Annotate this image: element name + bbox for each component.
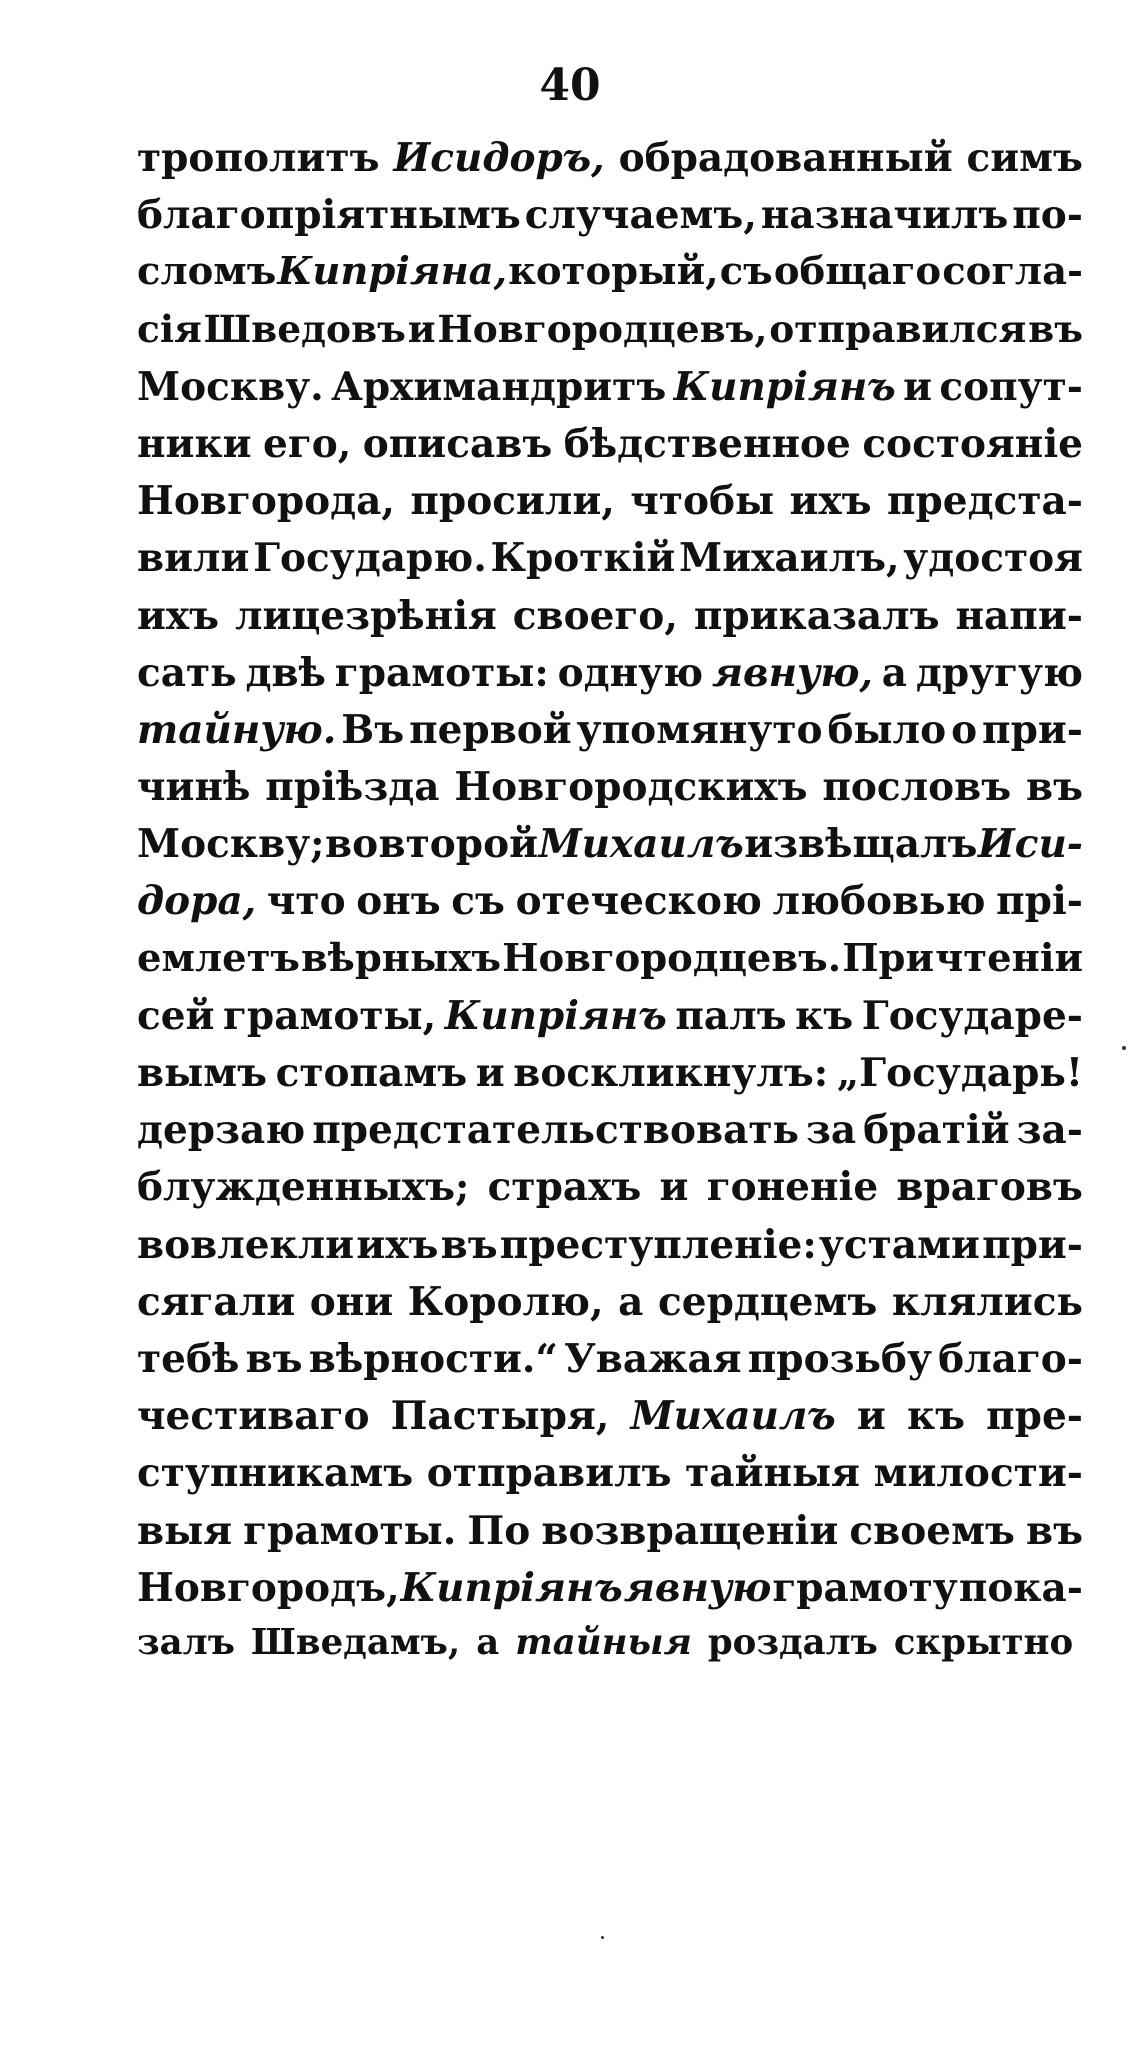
word: и bbox=[659, 1164, 689, 1211]
word: пре- bbox=[986, 1393, 1083, 1440]
word: благо- bbox=[938, 1335, 1083, 1382]
word: предста- bbox=[886, 478, 1083, 525]
text-line bbox=[137, 1565, 1083, 1622]
word: пріѣзда bbox=[265, 764, 440, 811]
word: чтеніи bbox=[935, 935, 1083, 981]
word: своего, bbox=[512, 592, 678, 639]
word: сія bbox=[137, 306, 202, 351]
word: честиваго bbox=[137, 1393, 370, 1440]
word: ступникамъ bbox=[137, 1450, 414, 1497]
word: милости- bbox=[873, 1450, 1083, 1497]
word: любовью bbox=[772, 878, 986, 925]
word: тебѣ bbox=[137, 1335, 240, 1382]
word: въ bbox=[1025, 764, 1083, 811]
word: общаго bbox=[773, 249, 942, 295]
word: удостоя bbox=[903, 535, 1083, 582]
word: По bbox=[467, 1507, 531, 1554]
word: Новгородъ, bbox=[137, 1564, 400, 1611]
word: своемъ bbox=[849, 1507, 1015, 1554]
word: пословъ bbox=[822, 764, 1012, 811]
word: прі- bbox=[996, 878, 1083, 925]
word: Москву. bbox=[137, 363, 324, 410]
word: въ bbox=[1025, 1507, 1083, 1554]
word: съ bbox=[451, 878, 505, 925]
word: двѣ bbox=[245, 649, 326, 696]
word: Шведовъ bbox=[203, 306, 406, 351]
word: Кипріянъ bbox=[400, 1564, 623, 1611]
word: тайную. bbox=[137, 706, 337, 753]
word: первой bbox=[409, 706, 572, 753]
word: второй bbox=[378, 821, 539, 868]
word: воскликнулъ: bbox=[513, 1050, 829, 1096]
word: страхъ bbox=[487, 1164, 642, 1211]
text-line bbox=[137, 1279, 1083, 1336]
word: симъ bbox=[966, 135, 1083, 181]
word: вымъ bbox=[137, 1050, 267, 1096]
word: за bbox=[805, 1107, 857, 1154]
word: Новгородцевъ, bbox=[437, 306, 768, 351]
word: при- bbox=[982, 706, 1083, 753]
word: Кипріяна, bbox=[277, 249, 507, 295]
word: стопамъ bbox=[275, 1050, 468, 1096]
text-line bbox=[137, 1336, 1083, 1393]
word: емлетъ bbox=[137, 935, 300, 981]
word: Михаилъ bbox=[630, 1393, 836, 1440]
word: палъ bbox=[675, 992, 787, 1039]
word: описавъ bbox=[362, 420, 553, 467]
text-line bbox=[137, 135, 1083, 192]
word: сломъ bbox=[137, 249, 277, 295]
word: враговъ bbox=[896, 1164, 1083, 1211]
word: за- bbox=[1016, 1107, 1083, 1154]
word: отправился bbox=[769, 306, 1027, 351]
word: и bbox=[903, 363, 933, 410]
word: Михаилъ, bbox=[679, 535, 900, 582]
word: вѣрности.“ bbox=[308, 1335, 558, 1382]
word: согла- bbox=[942, 249, 1083, 295]
word: возвращеніи bbox=[541, 1507, 839, 1554]
word: бѣдственное bbox=[563, 420, 851, 467]
word: Пастыря, bbox=[390, 1393, 610, 1440]
word: Новгорода, bbox=[137, 478, 395, 525]
word: скрытно bbox=[893, 1621, 1074, 1663]
word: Новгородскихъ bbox=[454, 764, 808, 811]
word: упомянуто bbox=[576, 706, 823, 753]
word: грамоты. bbox=[243, 1507, 457, 1554]
word: Шведамъ, bbox=[250, 1621, 461, 1663]
text-line bbox=[137, 307, 1083, 364]
word: клялись bbox=[891, 1278, 1083, 1325]
word: гоненіе bbox=[706, 1164, 879, 1211]
word: состояніе bbox=[862, 420, 1083, 467]
word: къ bbox=[906, 1393, 966, 1440]
word: ихъ bbox=[789, 478, 872, 525]
paper-speck bbox=[1122, 1046, 1126, 1050]
word: Кипріянъ bbox=[444, 992, 667, 1039]
text-line bbox=[137, 821, 1083, 878]
word: благопріятнымъ bbox=[137, 192, 521, 239]
text-line bbox=[137, 1107, 1083, 1164]
text-line bbox=[137, 593, 1083, 650]
text-line bbox=[137, 1050, 1083, 1107]
text-line bbox=[137, 535, 1083, 592]
page-number: 40 bbox=[539, 60, 601, 111]
text-line bbox=[137, 707, 1083, 764]
word: Въ bbox=[341, 706, 405, 753]
word: сягали bbox=[137, 1278, 296, 1325]
word: что bbox=[266, 878, 346, 925]
word: отеческою bbox=[515, 878, 762, 925]
word: его, bbox=[263, 420, 352, 467]
word: ихъ bbox=[356, 1221, 439, 1268]
word: роздалъ bbox=[707, 1621, 878, 1663]
word: тайныя bbox=[515, 1621, 692, 1663]
text-line bbox=[137, 878, 1083, 935]
word: Кроткій bbox=[490, 535, 676, 582]
word: и bbox=[407, 306, 436, 351]
text-line bbox=[137, 192, 1083, 249]
word: явную bbox=[623, 1564, 772, 1611]
word: отправилъ bbox=[426, 1450, 672, 1497]
word: грамоты: bbox=[334, 649, 549, 696]
word: сать bbox=[137, 649, 237, 696]
word: съ bbox=[719, 249, 773, 295]
word: вѣрныхъ bbox=[301, 935, 502, 981]
word: въ bbox=[1028, 306, 1083, 351]
word: по- bbox=[1012, 192, 1083, 239]
word: явную, bbox=[711, 649, 873, 696]
word: Исидоръ, bbox=[393, 135, 605, 181]
word: было bbox=[827, 706, 947, 753]
word: Кипріянъ bbox=[673, 363, 896, 410]
text-line bbox=[137, 364, 1083, 421]
word: приказалъ bbox=[693, 592, 940, 639]
word: предстательствовать bbox=[312, 1107, 799, 1154]
word: преступленіе: bbox=[499, 1221, 817, 1268]
word: выя bbox=[137, 1507, 233, 1554]
word: Королю, bbox=[407, 1278, 604, 1325]
text-line bbox=[137, 764, 1083, 821]
paper-speck bbox=[601, 1936, 604, 1939]
text-line bbox=[137, 1164, 1083, 1221]
word: обрадованный bbox=[618, 135, 953, 181]
word: Москву; bbox=[137, 821, 325, 868]
word: случаемъ, bbox=[524, 192, 757, 239]
text-line bbox=[137, 1450, 1083, 1507]
word: тайныя bbox=[685, 1450, 860, 1497]
word: а bbox=[618, 1278, 644, 1325]
word: въ bbox=[440, 1221, 498, 1268]
word: грамоты, bbox=[223, 992, 437, 1039]
word: При bbox=[842, 935, 935, 981]
word: дерзаю bbox=[137, 1107, 306, 1154]
word: извѣщалъ bbox=[744, 821, 978, 868]
word: Архимандритъ bbox=[331, 363, 667, 410]
word: ники bbox=[137, 420, 252, 467]
word: залъ bbox=[137, 1621, 235, 1663]
word: устами bbox=[818, 1221, 980, 1268]
word: Новгородцевъ. bbox=[502, 935, 842, 981]
word: Государе- bbox=[861, 992, 1083, 1039]
word: назначилъ bbox=[760, 192, 1009, 239]
word: Уважая bbox=[564, 1335, 742, 1382]
text-line bbox=[137, 478, 1083, 535]
word: сей bbox=[137, 992, 215, 1039]
word: пока- bbox=[958, 1564, 1083, 1611]
word: вовлекли bbox=[137, 1221, 355, 1268]
text-line bbox=[137, 1393, 1083, 1450]
word: онъ bbox=[356, 878, 441, 925]
word: блужденныхъ; bbox=[137, 1164, 470, 1211]
word: прозьбу bbox=[747, 1335, 932, 1382]
word: сердцемъ bbox=[658, 1278, 878, 1325]
word: вили bbox=[137, 535, 250, 582]
word: а bbox=[881, 649, 908, 696]
word: они bbox=[309, 1278, 394, 1325]
word: о bbox=[951, 706, 978, 753]
word: Иси- bbox=[977, 821, 1083, 868]
text-line bbox=[137, 249, 1083, 306]
word: одную bbox=[557, 649, 704, 696]
word: лицезрѣнія bbox=[235, 592, 497, 639]
word: и bbox=[856, 1393, 886, 1440]
word: Государю. bbox=[253, 535, 487, 582]
page-text bbox=[137, 135, 1083, 1679]
word: который, bbox=[508, 249, 719, 295]
word: дора, bbox=[137, 878, 257, 925]
text-line bbox=[137, 421, 1083, 478]
word: просили, bbox=[410, 478, 615, 525]
word: другую bbox=[915, 649, 1083, 696]
word: и bbox=[475, 1050, 505, 1096]
word: братій bbox=[863, 1107, 1010, 1154]
word: трополитъ bbox=[137, 135, 380, 181]
word: чтобы bbox=[630, 478, 775, 525]
word: при- bbox=[982, 1221, 1083, 1268]
text-line bbox=[137, 1222, 1083, 1279]
word: „Государь! bbox=[836, 1050, 1083, 1096]
word: сопут- bbox=[939, 363, 1083, 410]
text-line bbox=[137, 650, 1083, 707]
word: къ bbox=[795, 992, 854, 1039]
word: въ bbox=[245, 1335, 303, 1382]
word: чинѣ bbox=[137, 764, 251, 811]
word: грамоту bbox=[772, 1564, 958, 1611]
word: а bbox=[476, 1621, 500, 1663]
text-line bbox=[137, 993, 1083, 1050]
text-line bbox=[137, 1622, 1083, 1679]
text-line bbox=[137, 1508, 1083, 1565]
text-line bbox=[137, 936, 1083, 993]
word: Михаилъ bbox=[538, 821, 744, 868]
word: ихъ bbox=[137, 592, 220, 639]
word: напи- bbox=[955, 592, 1083, 639]
word: во bbox=[324, 821, 379, 868]
